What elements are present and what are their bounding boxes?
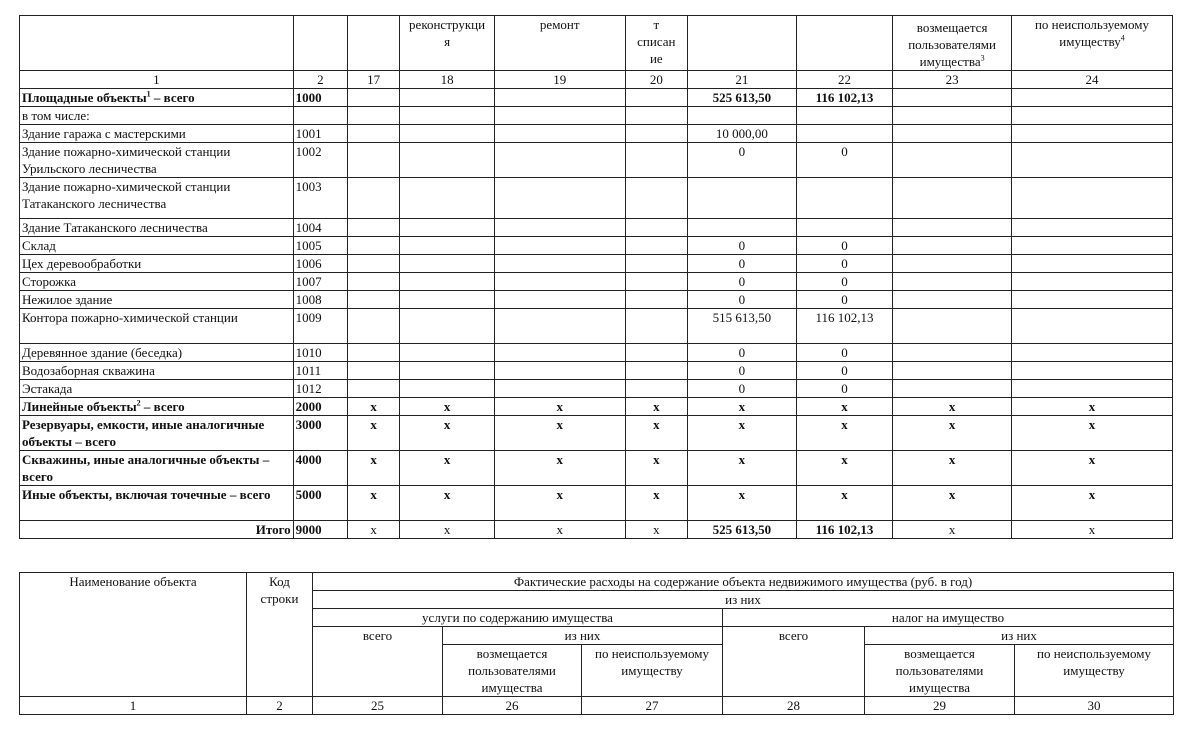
object-name: Нежилое здание xyxy=(20,291,294,309)
value-cell-c22: x xyxy=(796,416,893,451)
value-cell-c22: 0 xyxy=(796,255,893,273)
value-cell-c21 xyxy=(688,178,797,219)
value-cell-c19: x xyxy=(494,416,625,451)
value-cell-c23 xyxy=(893,362,1012,380)
value-cell-c17 xyxy=(347,309,399,344)
index-cell: 23 xyxy=(893,71,1012,89)
value-cell-c18 xyxy=(400,219,495,237)
table-row xyxy=(20,125,1173,143)
total-row xyxy=(20,521,1173,539)
value-cell-c21: 0 xyxy=(688,237,797,255)
total-label: Итого xyxy=(20,521,294,539)
value-cell-c19 xyxy=(494,143,625,178)
value-cell-c24 xyxy=(1011,107,1172,125)
services-of-them-header: из них xyxy=(443,627,723,645)
value-cell-c19 xyxy=(494,362,625,380)
table-row xyxy=(20,107,1173,125)
value-cell-c17 xyxy=(347,89,399,107)
table-row xyxy=(20,380,1173,398)
value-cell-c20: x xyxy=(625,398,687,416)
object-name: Здание Татаканского лесничества xyxy=(20,219,294,237)
tax-reimbursed-header: возмещается пользователями имущества xyxy=(865,645,1015,697)
table-row xyxy=(20,291,1173,309)
value-cell-c19: x xyxy=(494,398,625,416)
value-cell-c17: x xyxy=(347,398,399,416)
value-cell-c21: x xyxy=(688,451,797,486)
value-cell-c23 xyxy=(893,178,1012,219)
total-c17: x xyxy=(347,521,399,539)
line-code: 1007 xyxy=(293,273,347,291)
value-cell-c21 xyxy=(688,219,797,237)
value-cell-c19: x xyxy=(494,486,625,521)
value-cell-c22 xyxy=(796,219,893,237)
value-cell-c23 xyxy=(893,89,1012,107)
object-name: Склад xyxy=(20,237,294,255)
index-cell: 25 xyxy=(313,697,443,715)
table-row xyxy=(20,89,1173,107)
line-code: 1000 xyxy=(293,89,347,107)
header-reimbursed: возмещается пользователями имущества$^3$ xyxy=(893,16,1012,71)
index-cell: 1 xyxy=(20,71,294,89)
value-cell-c18 xyxy=(400,143,495,178)
table-row xyxy=(20,486,1173,521)
value-cell-c22: 116 102,13 xyxy=(796,309,893,344)
value-cell-c21: 0 xyxy=(688,344,797,362)
table-row xyxy=(20,273,1173,291)
value-cell-c21: 525 613,50 xyxy=(688,89,797,107)
value-cell-c24: x xyxy=(1011,486,1172,521)
line-code: 2000 xyxy=(293,398,347,416)
value-cell-c24 xyxy=(1011,178,1172,219)
total-c23: x xyxy=(893,521,1012,539)
tax-header: налог на имущество xyxy=(723,609,1174,627)
table-row xyxy=(20,237,1173,255)
object-name: Здание пожарно-химической станции Урильского лесничества xyxy=(20,143,294,178)
value-cell-c20 xyxy=(625,273,687,291)
total-c24: x xyxy=(1011,521,1172,539)
table-row xyxy=(20,178,1173,219)
value-cell-c19 xyxy=(494,273,625,291)
value-cell-c20 xyxy=(625,237,687,255)
value-cell-c18 xyxy=(400,362,495,380)
value-cell-c20 xyxy=(625,291,687,309)
value-cell-c20: x xyxy=(625,486,687,521)
object-name: Здание пожарно-химической станции Татаканского лесничества xyxy=(20,178,294,219)
line-code: 1002 xyxy=(293,143,347,178)
code-column-header: Код строки xyxy=(247,573,313,697)
value-cell-c24 xyxy=(1011,273,1172,291)
total-c21: 525 613,50 xyxy=(688,521,797,539)
line-code: 4000 xyxy=(293,451,347,486)
value-cell-c22: x xyxy=(796,451,893,486)
value-cell-c22: x xyxy=(796,486,893,521)
value-cell-c21: 0 xyxy=(688,255,797,273)
line-code: 1004 xyxy=(293,219,347,237)
value-cell-c22: x xyxy=(796,398,893,416)
value-cell-c18 xyxy=(400,237,495,255)
value-cell-c23 xyxy=(893,380,1012,398)
header-writeoff: т списан ие xyxy=(625,16,687,71)
total-c19: x xyxy=(494,521,625,539)
table-row xyxy=(20,309,1173,344)
line-code: 1001 xyxy=(293,125,347,143)
value-cell-c23 xyxy=(893,125,1012,143)
value-cell-c18: x xyxy=(400,416,495,451)
value-cell-c21: 515 613,50 xyxy=(688,309,797,344)
value-cell-c17 xyxy=(347,273,399,291)
of-them-header: из них xyxy=(313,591,1174,609)
value-cell-c17: x xyxy=(347,416,399,451)
value-cell-c17 xyxy=(347,291,399,309)
value-cell-c17 xyxy=(347,380,399,398)
value-cell-c18 xyxy=(400,255,495,273)
total-c20: x xyxy=(625,521,687,539)
index-cell: 29 xyxy=(865,697,1015,715)
value-cell-c23: x xyxy=(893,416,1012,451)
line-code: 5000 xyxy=(293,486,347,521)
line-code: 1005 xyxy=(293,237,347,255)
value-cell-c24 xyxy=(1011,309,1172,344)
value-cell-c24 xyxy=(1011,380,1172,398)
value-cell-c17 xyxy=(347,255,399,273)
value-cell-c20 xyxy=(625,362,687,380)
value-cell-c22: 0 xyxy=(796,273,893,291)
value-cell-c23: x xyxy=(893,486,1012,521)
value-cell-c19 xyxy=(494,255,625,273)
index-cell: 17 xyxy=(347,71,399,89)
index-cell: 22 xyxy=(796,71,893,89)
index-cell: 30 xyxy=(1015,697,1174,715)
value-cell-c20 xyxy=(625,89,687,107)
index-cell: 27 xyxy=(582,697,723,715)
value-cell-c18 xyxy=(400,291,495,309)
index-cell: 24 xyxy=(1011,71,1172,89)
tax-total-header: всего xyxy=(723,627,865,697)
value-cell-c22: 0 xyxy=(796,291,893,309)
value-cell-c24 xyxy=(1011,89,1172,107)
object-name: Водозаборная скважина xyxy=(20,362,294,380)
expenses-table xyxy=(19,572,1174,715)
value-cell-c20 xyxy=(625,380,687,398)
value-cell-c20 xyxy=(625,309,687,344)
value-cell-c22: 0 xyxy=(796,362,893,380)
line-code xyxy=(293,107,347,125)
value-cell-c22: 0 xyxy=(796,237,893,255)
value-cell-c24 xyxy=(1011,143,1172,178)
value-cell-c24 xyxy=(1011,344,1172,362)
value-cell-c18 xyxy=(400,380,495,398)
object-name: Линейные объекты$^2$ – всего xyxy=(20,398,294,416)
services-unused-header: по неиспользуемому имуществу xyxy=(582,645,723,697)
table-row xyxy=(20,416,1173,451)
value-cell-c24 xyxy=(1011,237,1172,255)
object-name: Эстакада xyxy=(20,380,294,398)
value-cell-c20 xyxy=(625,143,687,178)
column-index-row xyxy=(20,71,1173,89)
value-cell-c18 xyxy=(400,107,495,125)
table-row xyxy=(20,398,1173,416)
value-cell-c24: x xyxy=(1011,398,1172,416)
value-cell-c24: x xyxy=(1011,416,1172,451)
header-reconstruction: реконструкци я xyxy=(400,16,495,71)
total-c18: x xyxy=(400,521,495,539)
value-cell-c23 xyxy=(893,344,1012,362)
value-cell-c24 xyxy=(1011,255,1172,273)
line-code: 3000 xyxy=(293,416,347,451)
actual-expenses-header: Фактические расходы на содержание объекта недвижимого имущества (руб. в год) xyxy=(313,573,1174,591)
value-cell-c24 xyxy=(1011,362,1172,380)
value-cell-c21: 10 000,00 xyxy=(688,125,797,143)
value-cell-c21: x xyxy=(688,416,797,451)
value-cell-c19 xyxy=(494,237,625,255)
value-cell-c19 xyxy=(494,380,625,398)
value-cell-c17 xyxy=(347,143,399,178)
tax-of-them-header: из них xyxy=(865,627,1174,645)
index-cell: 19 xyxy=(494,71,625,89)
value-cell-c21: 0 xyxy=(688,380,797,398)
value-cell-c22 xyxy=(796,107,893,125)
value-cell-c20: x xyxy=(625,416,687,451)
header-unused: по неиспользуемому имуществу$^4$ xyxy=(1011,16,1172,71)
value-cell-c19 xyxy=(494,291,625,309)
property-table xyxy=(19,15,1173,539)
value-cell-c18: x xyxy=(400,398,495,416)
table-row xyxy=(20,219,1173,237)
value-cell-c17: x xyxy=(347,486,399,521)
value-cell-c17 xyxy=(347,237,399,255)
value-cell-c19 xyxy=(494,344,625,362)
value-cell-c24 xyxy=(1011,291,1172,309)
value-cell-c18 xyxy=(400,125,495,143)
value-cell-c17 xyxy=(347,178,399,219)
value-cell-c23 xyxy=(893,273,1012,291)
table-row xyxy=(20,255,1173,273)
value-cell-c17 xyxy=(347,125,399,143)
header-row xyxy=(20,16,1173,71)
value-cell-c21 xyxy=(688,107,797,125)
value-cell-c23 xyxy=(893,309,1012,344)
object-name: Резервуары, емкости, иные аналогичные объекты – всего xyxy=(20,416,294,451)
value-cell-c21: 0 xyxy=(688,291,797,309)
table-row xyxy=(20,143,1173,178)
value-cell-c23 xyxy=(893,237,1012,255)
line-code: 1006 xyxy=(293,255,347,273)
value-cell-c19 xyxy=(494,178,625,219)
value-cell-c21: x xyxy=(688,398,797,416)
value-cell-c17 xyxy=(347,344,399,362)
value-cell-c20 xyxy=(625,125,687,143)
value-cell-c21: 0 xyxy=(688,362,797,380)
object-name: Скважины, иные аналогичные объекты – всего xyxy=(20,451,294,486)
value-cell-c24: x xyxy=(1011,451,1172,486)
value-cell-c17 xyxy=(347,107,399,125)
line-code: 1008 xyxy=(293,291,347,309)
object-name: Деревянное здание (беседка) xyxy=(20,344,294,362)
value-cell-c19 xyxy=(494,125,625,143)
line-code: 1011 xyxy=(293,362,347,380)
value-cell-c21: 0 xyxy=(688,143,797,178)
line-code: 1010 xyxy=(293,344,347,362)
value-cell-c23 xyxy=(893,143,1012,178)
index-cell: 2 xyxy=(247,697,313,715)
value-cell-c17 xyxy=(347,362,399,380)
value-cell-c22: 0 xyxy=(796,143,893,178)
value-cell-c19 xyxy=(494,219,625,237)
object-name: Сторожка xyxy=(20,273,294,291)
header-repair: ремонт xyxy=(494,16,625,71)
value-cell-c22 xyxy=(796,125,893,143)
services-header: услуги по содержанию имущества xyxy=(313,609,723,627)
table-row xyxy=(20,451,1173,486)
name-column-header: Наименование объекта xyxy=(20,573,247,697)
value-cell-c21: x xyxy=(688,486,797,521)
value-cell-c24 xyxy=(1011,219,1172,237)
object-name: в том числе: xyxy=(20,107,294,125)
object-name: Цех деревообработки xyxy=(20,255,294,273)
value-cell-c18: x xyxy=(400,486,495,521)
value-cell-c23 xyxy=(893,219,1012,237)
object-name: Иные объекты, включая точечные – всего xyxy=(20,486,294,521)
value-cell-c23: x xyxy=(893,398,1012,416)
index-cell: 26 xyxy=(443,697,582,715)
services-total-header: всего xyxy=(313,627,443,697)
value-cell-c19 xyxy=(494,89,625,107)
value-cell-c23: x xyxy=(893,451,1012,486)
value-cell-c19 xyxy=(494,309,625,344)
index-cell: 20 xyxy=(625,71,687,89)
line-code: 1003 xyxy=(293,178,347,219)
value-cell-c20 xyxy=(625,107,687,125)
table-row xyxy=(20,344,1173,362)
line-code: 1012 xyxy=(293,380,347,398)
object-name: Контора пожарно-химической станции xyxy=(20,309,294,344)
index-cell: 2 xyxy=(293,71,347,89)
total-code: 9000 xyxy=(293,521,347,539)
value-cell-c21: 0 xyxy=(688,273,797,291)
table-row xyxy=(20,362,1173,380)
value-cell-c22 xyxy=(796,178,893,219)
column-index-row xyxy=(20,697,1174,715)
index-cell: 1 xyxy=(20,697,247,715)
value-cell-c23 xyxy=(893,291,1012,309)
value-cell-c24 xyxy=(1011,125,1172,143)
total-c22: 116 102,13 xyxy=(796,521,893,539)
services-reimbursed-header: возмещается пользователями имущества xyxy=(443,645,582,697)
value-cell-c17: x xyxy=(347,451,399,486)
value-cell-c17 xyxy=(347,219,399,237)
value-cell-c20 xyxy=(625,255,687,273)
value-cell-c18 xyxy=(400,89,495,107)
value-cell-c22: 0 xyxy=(796,380,893,398)
value-cell-c18: x xyxy=(400,451,495,486)
index-cell: 18 xyxy=(400,71,495,89)
value-cell-c18 xyxy=(400,273,495,291)
index-cell: 28 xyxy=(723,697,865,715)
value-cell-c19: x xyxy=(494,451,625,486)
value-cell-c23 xyxy=(893,255,1012,273)
value-cell-c22: 116 102,13 xyxy=(796,89,893,107)
index-cell: 21 xyxy=(688,71,797,89)
value-cell-c19 xyxy=(494,107,625,125)
line-code: 1009 xyxy=(293,309,347,344)
object-name: Здание гаража с мастерскими xyxy=(20,125,294,143)
value-cell-c20 xyxy=(625,178,687,219)
value-cell-c18 xyxy=(400,309,495,344)
value-cell-c20 xyxy=(625,219,687,237)
value-cell-c22: 0 xyxy=(796,344,893,362)
value-cell-c18 xyxy=(400,344,495,362)
value-cell-c20: x xyxy=(625,451,687,486)
tax-unused-header: по неиспользуемому имуществу xyxy=(1015,645,1174,697)
object-name: Площадные объекты$^1$ – всего xyxy=(20,89,294,107)
value-cell-c18 xyxy=(400,178,495,219)
value-cell-c23 xyxy=(893,107,1012,125)
value-cell-c20 xyxy=(625,344,687,362)
